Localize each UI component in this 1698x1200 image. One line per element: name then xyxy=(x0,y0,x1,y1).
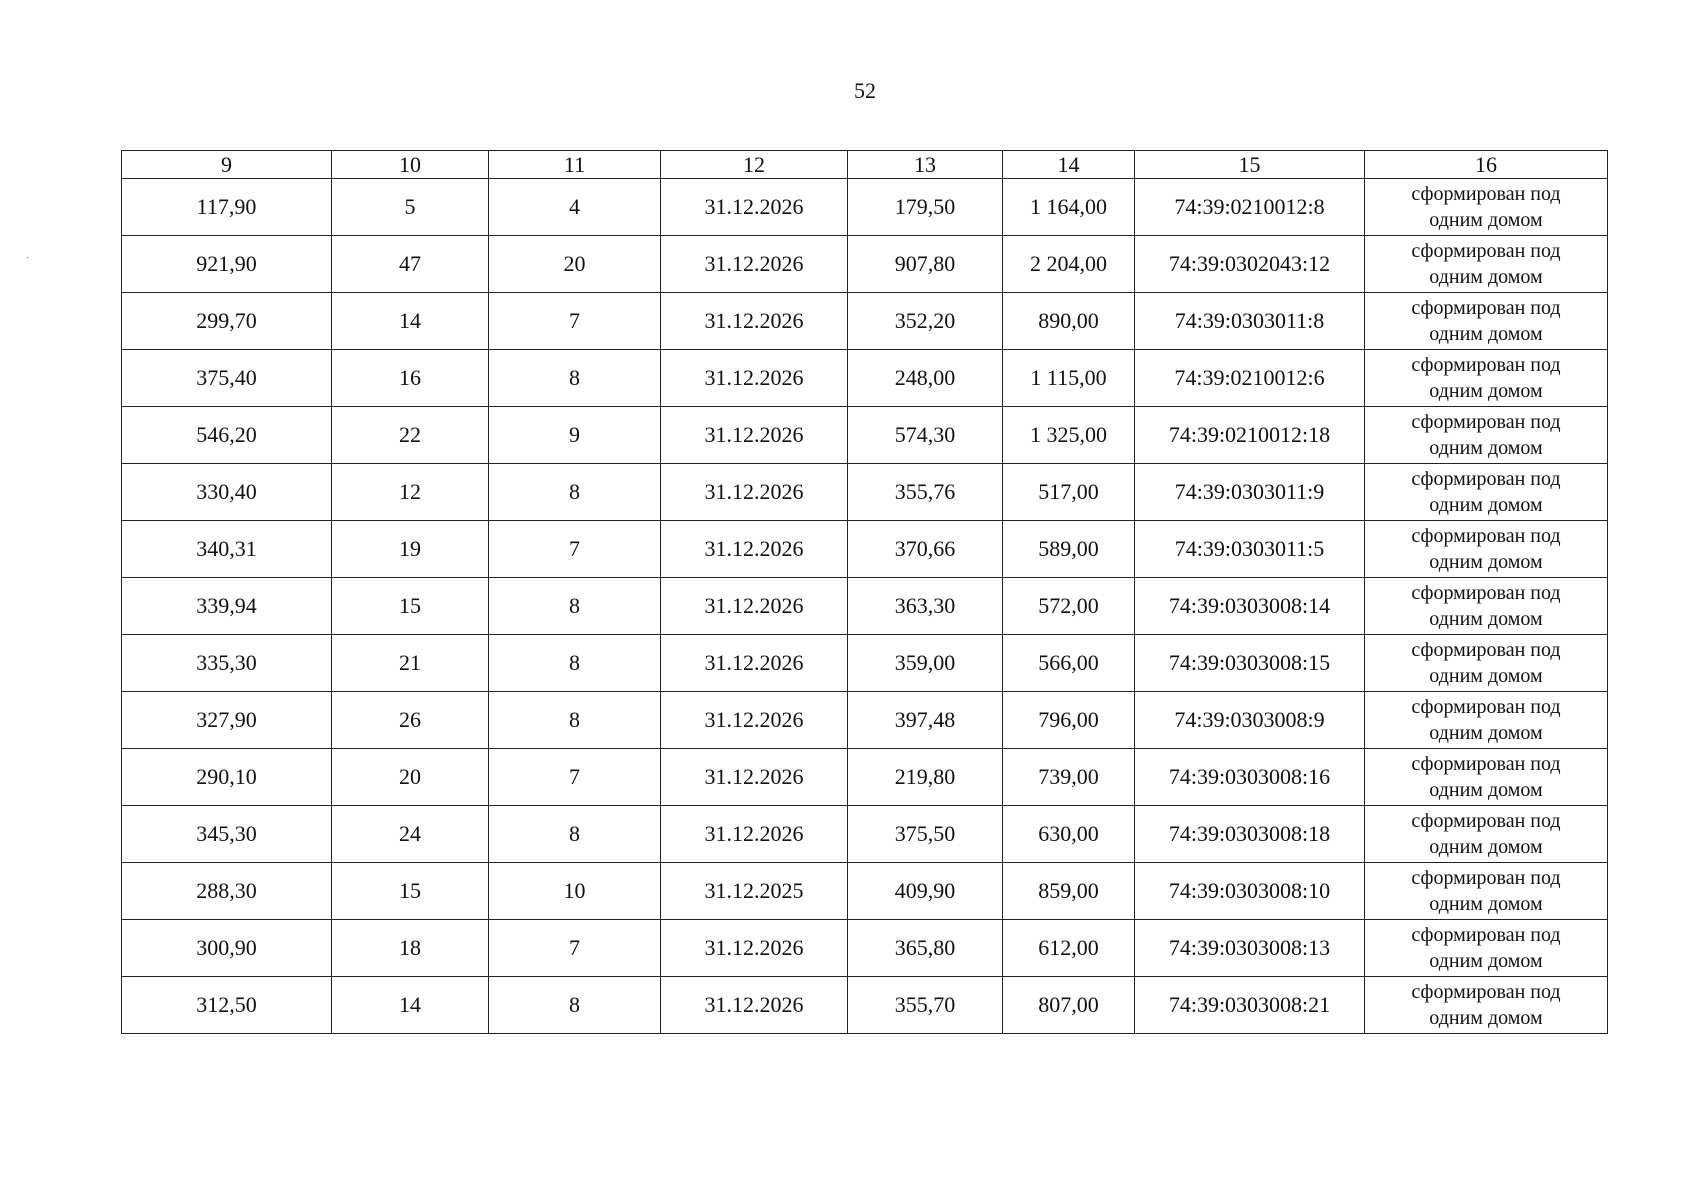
cell-area-total: 409,90 xyxy=(848,863,1003,920)
cell-cadastral-number: 74:39:0303008:18 xyxy=(1135,806,1365,863)
cell-land-area: 796,00 xyxy=(1003,692,1135,749)
cell-area: 312,50 xyxy=(122,977,332,1034)
cell-cadastral-number: 74:39:0210012:6 xyxy=(1135,350,1365,407)
cell-land-area: 566,00 xyxy=(1003,635,1135,692)
cell-area: 345,30 xyxy=(122,806,332,863)
table-header xyxy=(122,151,1608,179)
land-status-line: одним домом xyxy=(1429,209,1543,231)
cell-area-total: 365,80 xyxy=(848,920,1003,977)
cell-area-total: 363,30 xyxy=(848,578,1003,635)
cell-land-area: 572,00 xyxy=(1003,578,1135,635)
cell-date: 31.12.2026 xyxy=(661,806,848,863)
land-status-line: сформирован под xyxy=(1411,810,1561,832)
cell-area: 288,30 xyxy=(122,863,332,920)
cell-date: 31.12.2026 xyxy=(661,179,848,236)
cell-area-total: 574,30 xyxy=(848,407,1003,464)
cell-cadastral-number: 74:39:0303008:10 xyxy=(1135,863,1365,920)
land-status-line: одним домом xyxy=(1429,1007,1543,1029)
column-header: 14 xyxy=(1003,151,1135,179)
cell-land-status xyxy=(1365,863,1608,920)
cell-date: 31.12.2026 xyxy=(661,635,848,692)
page-number: 52 xyxy=(854,78,876,103)
land-status-line: одним домом xyxy=(1429,266,1543,288)
cell-cadastral-number: 74:39:0210012:8 xyxy=(1135,179,1365,236)
table-row xyxy=(122,464,1608,521)
cell-count: 15 xyxy=(332,578,489,635)
cell-land-area: 739,00 xyxy=(1003,749,1135,806)
land-status-line: сформирован под xyxy=(1411,411,1561,433)
column-header: 16 xyxy=(1365,151,1608,179)
cell-count: 26 xyxy=(332,692,489,749)
land-status-line: одним домом xyxy=(1429,608,1543,630)
cell-families: 8 xyxy=(489,977,661,1034)
cell-count: 18 xyxy=(332,920,489,977)
cell-count: 15 xyxy=(332,863,489,920)
land-status-line: одним домом xyxy=(1429,380,1543,402)
cell-land-area: 807,00 xyxy=(1003,977,1135,1034)
cell-land-area: 2 204,00 xyxy=(1003,236,1135,293)
cell-date: 31.12.2026 xyxy=(661,578,848,635)
cell-date: 31.12.2025 xyxy=(661,863,848,920)
cell-date: 31.12.2026 xyxy=(661,977,848,1034)
column-header: 15 xyxy=(1135,151,1365,179)
column-header: 10 xyxy=(332,151,489,179)
cell-land-area: 517,00 xyxy=(1003,464,1135,521)
land-status-line: сформирован под xyxy=(1411,582,1561,604)
cell-land-area: 612,00 xyxy=(1003,920,1135,977)
cell-land-status xyxy=(1365,749,1608,806)
table-row xyxy=(122,578,1608,635)
cell-count: 19 xyxy=(332,521,489,578)
column-header: 12 xyxy=(661,151,848,179)
land-status-line: сформирован под xyxy=(1411,753,1561,775)
land-status-line: сформирован под xyxy=(1411,297,1561,319)
cell-cadastral-number: 74:39:0302043:12 xyxy=(1135,236,1365,293)
cell-land-area: 1 115,00 xyxy=(1003,350,1135,407)
cell-area-total: 355,76 xyxy=(848,464,1003,521)
cell-date: 31.12.2026 xyxy=(661,749,848,806)
land-status-line: сформирован под xyxy=(1411,525,1561,547)
cell-area: 339,94 xyxy=(122,578,332,635)
table-row xyxy=(122,293,1608,350)
cell-land-status xyxy=(1365,635,1608,692)
cell-area: 546,20 xyxy=(122,407,332,464)
cell-cadastral-number: 74:39:0303008:14 xyxy=(1135,578,1365,635)
cell-area-total: 355,70 xyxy=(848,977,1003,1034)
cell-date: 31.12.2026 xyxy=(661,521,848,578)
cell-cadastral-number: 74:39:0303008:21 xyxy=(1135,977,1365,1034)
land-status-line: сформирован под xyxy=(1411,867,1561,889)
cell-area: 117,90 xyxy=(122,179,332,236)
cell-date: 31.12.2026 xyxy=(661,293,848,350)
cell-families: 8 xyxy=(489,635,661,692)
table-row xyxy=(122,350,1608,407)
cell-land-area: 589,00 xyxy=(1003,521,1135,578)
cell-land-status xyxy=(1365,578,1608,635)
cell-area: 375,40 xyxy=(122,350,332,407)
table-row xyxy=(122,692,1608,749)
cell-date: 31.12.2026 xyxy=(661,236,848,293)
data-table xyxy=(121,150,1608,1034)
cell-area-total: 179,50 xyxy=(848,179,1003,236)
land-status-line: одним домом xyxy=(1429,779,1543,801)
cell-land-status xyxy=(1365,179,1608,236)
cell-families: 8 xyxy=(489,350,661,407)
land-status-line: одним домом xyxy=(1429,494,1543,516)
cell-land-area: 1 164,00 xyxy=(1003,179,1135,236)
cell-area-total: 907,80 xyxy=(848,236,1003,293)
cell-land-status xyxy=(1365,293,1608,350)
cell-families: 8 xyxy=(489,692,661,749)
cell-land-status xyxy=(1365,692,1608,749)
cell-area: 335,30 xyxy=(122,635,332,692)
cell-area: 340,31 xyxy=(122,521,332,578)
cell-area-total: 397,48 xyxy=(848,692,1003,749)
cell-date: 31.12.2026 xyxy=(661,407,848,464)
cell-date: 31.12.2026 xyxy=(661,350,848,407)
land-status-line: одним домом xyxy=(1429,665,1543,687)
column-header: 9 xyxy=(122,151,332,179)
cell-date: 31.12.2026 xyxy=(661,464,848,521)
cell-count: 12 xyxy=(332,464,489,521)
cell-date: 31.12.2026 xyxy=(661,920,848,977)
land-status-line: сформирован под xyxy=(1411,468,1561,490)
cell-families: 20 xyxy=(489,236,661,293)
land-status-line: одним домом xyxy=(1429,551,1543,573)
cell-families: 8 xyxy=(489,806,661,863)
cell-area: 921,90 xyxy=(122,236,332,293)
land-status-line: одним домом xyxy=(1429,950,1543,972)
table-row xyxy=(122,749,1608,806)
cell-land-status xyxy=(1365,236,1608,293)
cell-land-area: 1 325,00 xyxy=(1003,407,1135,464)
column-header: 11 xyxy=(489,151,661,179)
cell-count: 47 xyxy=(332,236,489,293)
cell-families: 7 xyxy=(489,293,661,350)
cell-count: 20 xyxy=(332,749,489,806)
cell-count: 5 xyxy=(332,179,489,236)
cell-families: 7 xyxy=(489,749,661,806)
cell-area: 299,70 xyxy=(122,293,332,350)
cell-area: 300,90 xyxy=(122,920,332,977)
cell-families: 8 xyxy=(489,464,661,521)
cell-count: 22 xyxy=(332,407,489,464)
land-status-line: сформирован под xyxy=(1411,354,1561,376)
table-row xyxy=(122,920,1608,977)
cell-land-status xyxy=(1365,407,1608,464)
land-status-line: одним домом xyxy=(1429,722,1543,744)
cell-families: 7 xyxy=(489,521,661,578)
cell-count: 24 xyxy=(332,806,489,863)
land-status-line: сформирован под xyxy=(1411,981,1561,1003)
land-status-line: сформирован под xyxy=(1411,240,1561,262)
cell-land-status xyxy=(1365,350,1608,407)
land-status-line: одним домом xyxy=(1429,836,1543,858)
table-row xyxy=(122,635,1608,692)
land-status-line: сформирован под xyxy=(1411,183,1561,205)
table-row xyxy=(122,236,1608,293)
cell-area: 330,40 xyxy=(122,464,332,521)
table-row xyxy=(122,977,1608,1034)
cell-area-total: 219,80 xyxy=(848,749,1003,806)
cell-area-total: 370,66 xyxy=(848,521,1003,578)
land-status-line: сформирован под xyxy=(1411,924,1561,946)
table-row xyxy=(122,806,1608,863)
cell-date: 31.12.2026 xyxy=(661,692,848,749)
cell-area: 327,90 xyxy=(122,692,332,749)
header-row xyxy=(122,151,1608,179)
scan-speck: · xyxy=(26,253,30,264)
column-header: 13 xyxy=(848,151,1003,179)
cell-area-total: 359,00 xyxy=(848,635,1003,692)
cell-area-total: 375,50 xyxy=(848,806,1003,863)
cell-land-status xyxy=(1365,464,1608,521)
cell-cadastral-number: 74:39:0303008:13 xyxy=(1135,920,1365,977)
table-body xyxy=(122,179,1608,1034)
cell-land-status xyxy=(1365,977,1608,1034)
cell-families: 8 xyxy=(489,578,661,635)
cell-land-area: 859,00 xyxy=(1003,863,1135,920)
cell-count: 21 xyxy=(332,635,489,692)
cell-area-total: 248,00 xyxy=(848,350,1003,407)
cell-land-status xyxy=(1365,521,1608,578)
cell-cadastral-number: 74:39:0303008:16 xyxy=(1135,749,1365,806)
land-status-line: сформирован под xyxy=(1411,639,1561,661)
cell-cadastral-number: 74:39:0303008:15 xyxy=(1135,635,1365,692)
land-status-line: одним домом xyxy=(1429,323,1543,345)
cell-area: 290,10 xyxy=(122,749,332,806)
land-status-line: сформирован под xyxy=(1411,696,1561,718)
land-status-line: одним домом xyxy=(1429,437,1543,459)
cell-cadastral-number: 74:39:0303011:5 xyxy=(1135,521,1365,578)
land-status-line: одним домом xyxy=(1429,893,1543,915)
cell-land-status xyxy=(1365,806,1608,863)
cell-land-area: 890,00 xyxy=(1003,293,1135,350)
cell-count: 14 xyxy=(332,977,489,1034)
table-row xyxy=(122,863,1608,920)
cell-cadastral-number: 74:39:0303011:9 xyxy=(1135,464,1365,521)
table-row xyxy=(122,407,1608,464)
cell-area-total: 352,20 xyxy=(848,293,1003,350)
cell-land-area: 630,00 xyxy=(1003,806,1135,863)
cell-land-status xyxy=(1365,920,1608,977)
cell-families: 10 xyxy=(489,863,661,920)
cell-count: 16 xyxy=(332,350,489,407)
cell-cadastral-number: 74:39:0303008:9 xyxy=(1135,692,1365,749)
cell-families: 7 xyxy=(489,920,661,977)
cell-count: 14 xyxy=(332,293,489,350)
cell-families: 4 xyxy=(489,179,661,236)
cell-cadastral-number: 74:39:0303011:8 xyxy=(1135,293,1365,350)
table-row xyxy=(122,521,1608,578)
table-row xyxy=(122,179,1608,236)
cell-cadastral-number: 74:39:0210012:18 xyxy=(1135,407,1365,464)
cell-families: 9 xyxy=(489,407,661,464)
